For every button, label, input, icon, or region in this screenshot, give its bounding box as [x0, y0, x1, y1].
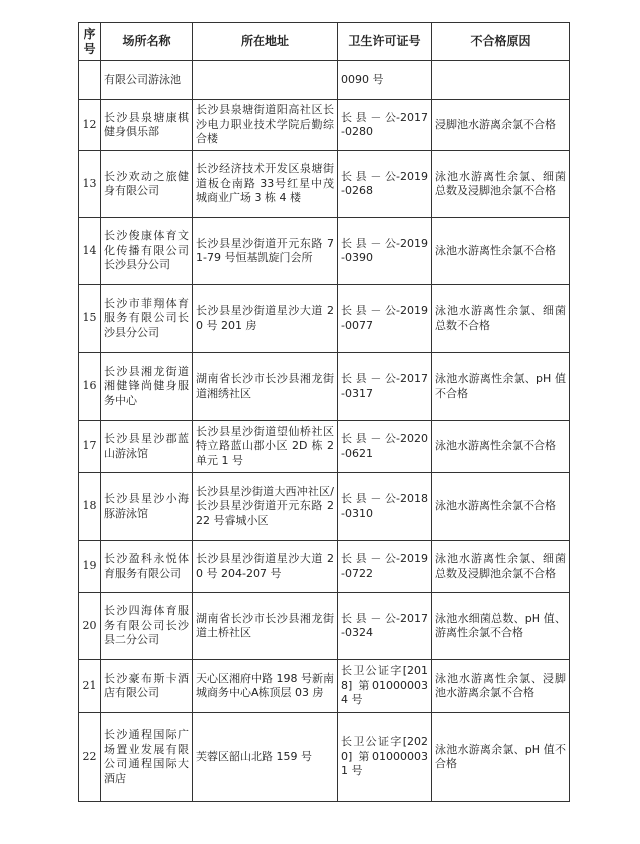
- row-reason: 泳池水游离性余氯不合格: [432, 421, 570, 473]
- row-reason: 泳池水游离性余氯不合格: [432, 473, 570, 541]
- row-license: 长 县 － 公-2017-0317: [338, 353, 432, 421]
- row-name: 长沙县星沙小海豚游泳馆: [101, 473, 193, 541]
- row-reason: 泳池水游离性余氯、pH 值不合格: [432, 353, 570, 421]
- table-header-row: [79, 23, 570, 61]
- header-license: 卫生许可证号: [338, 23, 432, 61]
- row-no: 13: [79, 151, 101, 218]
- row-reason: 泳池水游离性余氯、细菌总数不合格: [432, 285, 570, 353]
- row-reason: 泳池水游离性余氯不合格: [432, 218, 570, 285]
- row-license: 长 县 － 公-2017-0324: [338, 593, 432, 660]
- row-no: 14: [79, 218, 101, 285]
- row-name: 长沙通程国际广场置业发展有限公司通程国际大酒店: [101, 713, 193, 802]
- table-row: [79, 593, 570, 660]
- row-address: 长沙县星沙街道开元东路 71-79 号恒基凯旋门会所: [193, 218, 338, 285]
- row-address: 长沙县星沙街道星沙大道 20 号 204-207 号: [193, 541, 338, 593]
- row-address: 芙蓉区韶山北路 159 号: [193, 713, 338, 802]
- inspection-table: [78, 22, 570, 802]
- row-reason: 泳池水游离余氯、pH 值不合格: [432, 713, 570, 802]
- row-no: 20: [79, 593, 101, 660]
- table-row: [79, 713, 570, 802]
- row-license: 长卫公证字[2020] 第010000031 号: [338, 713, 432, 802]
- header-address: 所在地址: [193, 23, 338, 61]
- row-name: 长沙四海体育服务有限公司长沙县二分公司: [101, 593, 193, 660]
- header-name: 场所名称: [101, 23, 193, 61]
- row-no: 22: [79, 713, 101, 802]
- row-no: 21: [79, 660, 101, 713]
- row-reason: 泳池水细菌总数、pH 值、游离性余氯不合格: [432, 593, 570, 660]
- row-license: 0090 号: [338, 61, 432, 100]
- row-name: 长沙俊康体育文化传播有限公司长沙县分公司: [101, 218, 193, 285]
- table-row: [79, 353, 570, 421]
- table-row: [79, 473, 570, 541]
- row-license: 长 县 － 公-2017-0280: [338, 100, 432, 151]
- row-license: 长 县 － 公-2020-0621: [338, 421, 432, 473]
- row-license: 长 县 － 公-2019-0077: [338, 285, 432, 353]
- row-license: 长卫公证字[2018] 第010000034 号: [338, 660, 432, 713]
- row-reason: 泳池水游离性余氯、细菌总数及浸脚池余氯不合格: [432, 541, 570, 593]
- row-license: 长 县 － 公-2019-0390: [338, 218, 432, 285]
- row-no: 15: [79, 285, 101, 353]
- table-row: [79, 285, 570, 353]
- row-no: 19: [79, 541, 101, 593]
- row-license: 长 县 － 公-2019-0268: [338, 151, 432, 218]
- row-license: 长 县 － 公-2019-0722: [338, 541, 432, 593]
- row-address: 湖南省长沙市长沙县湘龙街道土桥社区: [193, 593, 338, 660]
- header-reason: 不合格原因: [432, 23, 570, 61]
- row-address: 长沙县星沙街道星沙大道 20 号 201 房: [193, 285, 338, 353]
- table-row: [79, 660, 570, 713]
- row-address: 长沙县泉塘街道阳高社区长沙电力职业技术学院后勤综合楼: [193, 100, 338, 151]
- table-row: [79, 421, 570, 473]
- row-name: 有限公司游泳池: [101, 61, 193, 100]
- row-reason: 泳池水游离性余氯、浸脚池水游离余氯不合格: [432, 660, 570, 713]
- row-name: 长沙欢动之旅健身有限公司: [101, 151, 193, 218]
- row-name: 长沙盈科永悦体育服务有限公司: [101, 541, 193, 593]
- header-no: 序号: [79, 23, 101, 61]
- row-no: 17: [79, 421, 101, 473]
- row-address: 长沙经济技术开发区泉塘街道板仓南路 33号红星中茂城商业广场 3 栋 4 楼: [193, 151, 338, 218]
- table-row: [79, 100, 570, 151]
- row-no: 18: [79, 473, 101, 541]
- table-row: [79, 61, 570, 100]
- table-row: [79, 541, 570, 593]
- row-address: 长沙县星沙街道大西冲社区/长沙县星沙街道开元东路 222 号睿城小区: [193, 473, 338, 541]
- row-no: 12: [79, 100, 101, 151]
- row-no: 16: [79, 353, 101, 421]
- row-name: 长沙县湘龙街道湘健锋尚健身服务中心: [101, 353, 193, 421]
- row-name: 长沙县星沙郡蓝山游泳馆: [101, 421, 193, 473]
- row-name: 长沙市菲翔体育服务有限公司长沙县分公司: [101, 285, 193, 353]
- row-address: 长沙县星沙街道望仙桥社区特立路蓝山郡小区 2D 栋 2 单元 1 号: [193, 421, 338, 473]
- row-no: [79, 61, 101, 100]
- row-address: 湖南省长沙市长沙县湘龙街道湘绣社区: [193, 353, 338, 421]
- table-row: [79, 151, 570, 218]
- row-name: 长沙县泉塘康棋健身俱乐部: [101, 100, 193, 151]
- row-reason: 泳池水游离性余氯、细菌总数及浸脚池余氯不合格: [432, 151, 570, 218]
- table-row: [79, 218, 570, 285]
- row-address: [193, 61, 338, 100]
- row-license: 长 县 － 公-2018-0310: [338, 473, 432, 541]
- row-name: 长沙豪布斯卡酒店有限公司: [101, 660, 193, 713]
- row-reason: [432, 61, 570, 100]
- row-address: 天心区湘府中路 198 号新南城商务中心A栋顶层 03 房: [193, 660, 338, 713]
- row-reason: 浸脚池水游离余氯不合格: [432, 100, 570, 151]
